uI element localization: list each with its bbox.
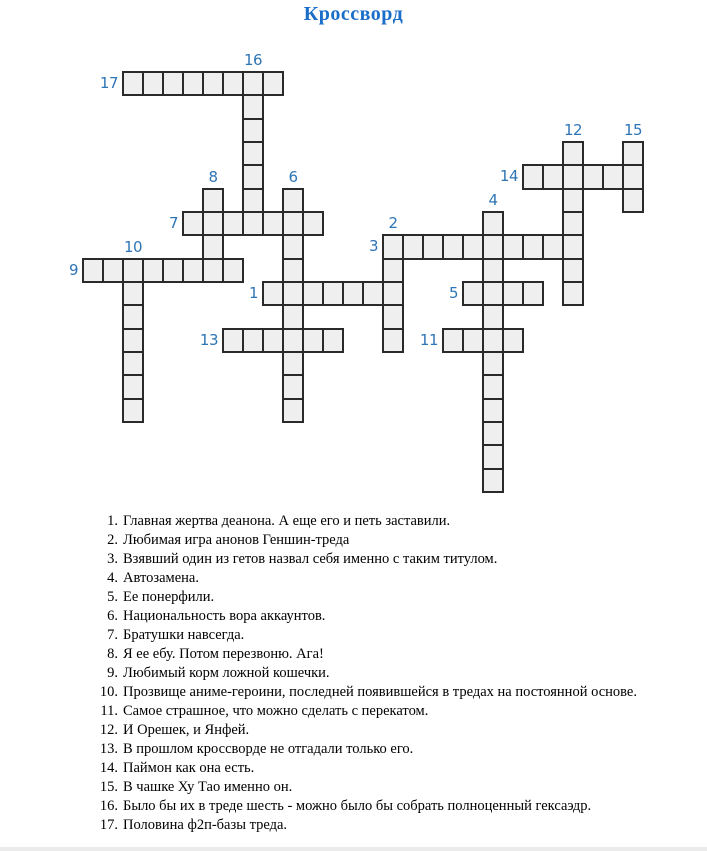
crossword-cell[interactable]: [182, 71, 204, 96]
crossword-cell[interactable]: [442, 328, 464, 353]
clue-number: 8.: [107, 646, 118, 662]
crossword-cell[interactable]: [222, 211, 244, 236]
crossword-cell[interactable]: [482, 328, 504, 353]
crossword-cell[interactable]: [482, 211, 504, 236]
grid-number-label: 6: [288, 168, 298, 186]
clue-item: [90, 721, 610, 740]
crossword-cell[interactable]: [122, 398, 144, 423]
crossword-cell[interactable]: [282, 328, 304, 353]
clue-item: [90, 740, 610, 759]
crossword-cell[interactable]: [622, 188, 644, 213]
crossword-cell[interactable]: [242, 164, 264, 190]
clue-number: 17.: [99, 817, 118, 833]
clue-text: Братушки навсегда.: [123, 627, 245, 643]
grid-number-label: 9: [68, 260, 78, 279]
crossword-cell[interactable]: [282, 211, 304, 236]
clue-number: 1.: [107, 513, 118, 529]
crossword-cell[interactable]: [542, 234, 564, 260]
crossword-cell[interactable]: [82, 258, 104, 283]
crossword-cell[interactable]: [322, 328, 344, 353]
crossword-cell[interactable]: [482, 258, 504, 283]
crossword-cell[interactable]: [122, 328, 144, 353]
crossword-cell[interactable]: [502, 234, 524, 260]
crossword-cell[interactable]: [502, 328, 524, 353]
crossword-cell[interactable]: [562, 141, 584, 166]
page-title: Кроссворд: [303, 3, 404, 25]
crossword-cell[interactable]: [122, 258, 144, 283]
crossword-cell[interactable]: [302, 281, 324, 306]
clue-number: 4.: [107, 570, 118, 586]
crossword-cell[interactable]: [242, 94, 264, 120]
crossword-cell[interactable]: [302, 211, 324, 236]
grid-number-label: 17: [99, 73, 118, 92]
crossword-cell[interactable]: [262, 71, 284, 96]
crossword-cell[interactable]: [602, 164, 624, 190]
crossword-cell[interactable]: [482, 351, 504, 376]
crossword-cell[interactable]: [242, 118, 264, 143]
crossword-cell[interactable]: [462, 328, 484, 353]
crossword-cell[interactable]: [182, 258, 204, 283]
crossword-cell[interactable]: [182, 211, 204, 236]
crossword-cell[interactable]: [122, 71, 144, 96]
crossword-cell[interactable]: [102, 258, 124, 283]
crossword-cell[interactable]: [422, 234, 444, 260]
crossword-cell[interactable]: [382, 234, 404, 260]
clue-text: Прозвище аниме-героини, последней появившейся в тредах на постоянной основе.: [123, 684, 637, 700]
crossword-cell[interactable]: [482, 421, 504, 446]
crossword-cell[interactable]: [162, 71, 184, 96]
clue-text: Было бы их в треде шесть - можно было бы собрать полноценный гексаэдр.: [123, 798, 592, 814]
clues-list: [90, 512, 637, 835]
crossword-cell[interactable]: [202, 258, 224, 283]
crossword-cell[interactable]: [502, 281, 524, 306]
crossword-cell[interactable]: [282, 188, 304, 213]
crossword-cell[interactable]: [282, 281, 304, 306]
clue-text: Главная жертва деанона. А еще его и петь заставили.: [123, 513, 451, 529]
clue-number: 13.: [99, 741, 118, 757]
crossword-cell[interactable]: [262, 211, 284, 236]
clue-number: 7.: [107, 627, 118, 643]
clue-number: 14.: [99, 760, 118, 776]
crossword-cell[interactable]: [282, 398, 304, 423]
crossword-cell[interactable]: [382, 258, 404, 283]
clue-text: Паймон как она есть.: [123, 760, 255, 776]
crossword-cell[interactable]: [222, 258, 244, 283]
crossword-cell[interactable]: [242, 211, 264, 236]
clue-text: Любимый корм ложной кошечки.: [123, 665, 330, 681]
crossword-cell[interactable]: [262, 281, 284, 306]
clue-item: [90, 816, 610, 835]
crossword-cell[interactable]: [242, 141, 264, 166]
grid-number-label: 7: [168, 213, 178, 232]
crossword-cell[interactable]: [562, 258, 584, 283]
clue-text: Национальность вора аккаунтов.: [123, 608, 326, 624]
crossword-cell[interactable]: [362, 281, 384, 306]
clue-number: 9.: [107, 665, 118, 681]
clue-number: 12.: [99, 722, 118, 738]
crossword-cell[interactable]: [562, 211, 584, 236]
crossword-cell[interactable]: [482, 234, 504, 260]
crossword-cell[interactable]: [242, 188, 264, 213]
crossword-cell[interactable]: [522, 164, 544, 190]
clue-number: 10.: [99, 684, 118, 700]
crossword-cell[interactable]: [562, 281, 584, 306]
crossword-cell[interactable]: [542, 164, 564, 190]
crossword-cell[interactable]: [562, 164, 584, 190]
clue-item: [90, 664, 610, 683]
crossword-cell[interactable]: [462, 281, 484, 306]
crossword-cell[interactable]: [482, 468, 504, 493]
crossword-cell[interactable]: [482, 398, 504, 423]
crossword-cell[interactable]: [222, 71, 244, 96]
clue-text: Половина ф2п-базы треда.: [123, 817, 288, 833]
clue-item: [90, 759, 610, 778]
crossword-cell[interactable]: [222, 328, 244, 353]
crossword-cell[interactable]: [482, 374, 504, 400]
clue-text: Самое страшное, что можно сделать с перекатом.: [123, 703, 429, 719]
grid-number-label: 10: [123, 238, 143, 256]
clue-text: Я ее ебу. Потом перезвоню. Ага!: [123, 646, 324, 662]
crossword-cell[interactable]: [342, 281, 364, 306]
grid-number-label: 2: [388, 214, 398, 232]
crossword-cell[interactable]: [122, 374, 144, 400]
grid-number-label: 13: [199, 330, 218, 349]
grid-number-label: 1: [248, 283, 258, 302]
crossword-cell[interactable]: [202, 234, 224, 260]
crossword-cell[interactable]: [622, 141, 644, 166]
crossword-cell[interactable]: [242, 71, 264, 96]
crossword-cell[interactable]: [562, 234, 584, 260]
crossword-cell[interactable]: [122, 351, 144, 376]
crossword-cell[interactable]: [322, 281, 344, 306]
clue-item: [90, 626, 610, 645]
clue-item: [90, 645, 610, 664]
crossword-cell[interactable]: [142, 71, 164, 96]
crossword-cell[interactable]: [282, 234, 304, 260]
crossword-cell[interactable]: [262, 328, 284, 353]
clue-item: [90, 607, 610, 626]
crossword-cell[interactable]: [202, 188, 224, 213]
clue-item: [90, 683, 637, 702]
crossword-cell[interactable]: [622, 164, 644, 190]
crossword-cell[interactable]: [402, 234, 424, 260]
clue-text: Любимая игра анонов Геншин-треда: [123, 532, 350, 548]
crossword-cell[interactable]: [482, 444, 504, 470]
grid-number-label: 3: [368, 237, 378, 255]
grid-number-label: 14: [499, 167, 518, 185]
clue-item: [90, 512, 610, 531]
clue-item: [90, 702, 610, 721]
clue-text: Ее понерфили.: [123, 589, 215, 605]
clue-item: [90, 588, 610, 607]
grid-number-label: 4: [488, 191, 498, 209]
clue-number: 6.: [107, 608, 118, 624]
crossword-cell[interactable]: [242, 328, 264, 353]
clue-item: [90, 531, 610, 550]
crossword-cell[interactable]: [202, 211, 224, 236]
crossword-cell[interactable]: [282, 258, 304, 283]
clue-number: 16.: [99, 798, 118, 814]
crossword-cell[interactable]: [522, 281, 544, 306]
grid-number-label: 15: [623, 121, 643, 139]
crossword-cell[interactable]: [142, 258, 164, 283]
grid-number-label: 12: [563, 121, 583, 139]
clue-item: [90, 797, 610, 816]
crossword-cell[interactable]: [522, 234, 544, 260]
crossword-cell[interactable]: [282, 351, 304, 376]
crossword-cell[interactable]: [482, 304, 504, 330]
crossword-cell[interactable]: [122, 281, 144, 306]
crossword-cell[interactable]: [122, 304, 144, 330]
crossword-cell[interactable]: [462, 234, 484, 260]
crossword-cell[interactable]: [382, 328, 404, 353]
clue-text: Автозамена.: [123, 570, 199, 586]
crossword-cell[interactable]: [442, 234, 464, 260]
clue-item: [90, 778, 610, 797]
clue-number: 15.: [99, 779, 118, 795]
clue-item: [90, 550, 610, 569]
clue-number: 2.: [107, 532, 118, 548]
crossword-cell[interactable]: [482, 281, 504, 306]
crossword-cell[interactable]: [282, 304, 304, 330]
crossword-cell[interactable]: [162, 258, 184, 283]
clue-number: 3.: [107, 551, 118, 567]
clue-text: Взявший один из гетов назвал себя именно с таким титулом.: [123, 551, 498, 567]
crossword-cell[interactable]: [202, 71, 224, 96]
crossword-cell[interactable]: [302, 328, 324, 353]
crossword-cell[interactable]: [562, 188, 584, 213]
grid-number-label: 16: [243, 51, 263, 69]
grid-number-label: 11: [419, 330, 438, 349]
clue-number: 11.: [100, 703, 118, 719]
crossword-cell[interactable]: [582, 164, 604, 190]
grid-number-label: 8: [208, 168, 218, 186]
page-bottom-strip: [0, 847, 707, 851]
clue-number: 5.: [107, 589, 118, 605]
clue-item: [90, 569, 610, 588]
crossword-cell[interactable]: [382, 281, 404, 306]
crossword-cell[interactable]: [282, 374, 304, 400]
grid-number-label: 5: [448, 283, 458, 302]
crossword-cell[interactable]: [382, 304, 404, 330]
clue-text: В прошлом кроссворде не отгадали только его.: [123, 741, 414, 757]
clue-text: И Орешек, и Янфей.: [123, 722, 250, 738]
clue-text: В чашке Ху Тао именно он.: [123, 779, 293, 795]
